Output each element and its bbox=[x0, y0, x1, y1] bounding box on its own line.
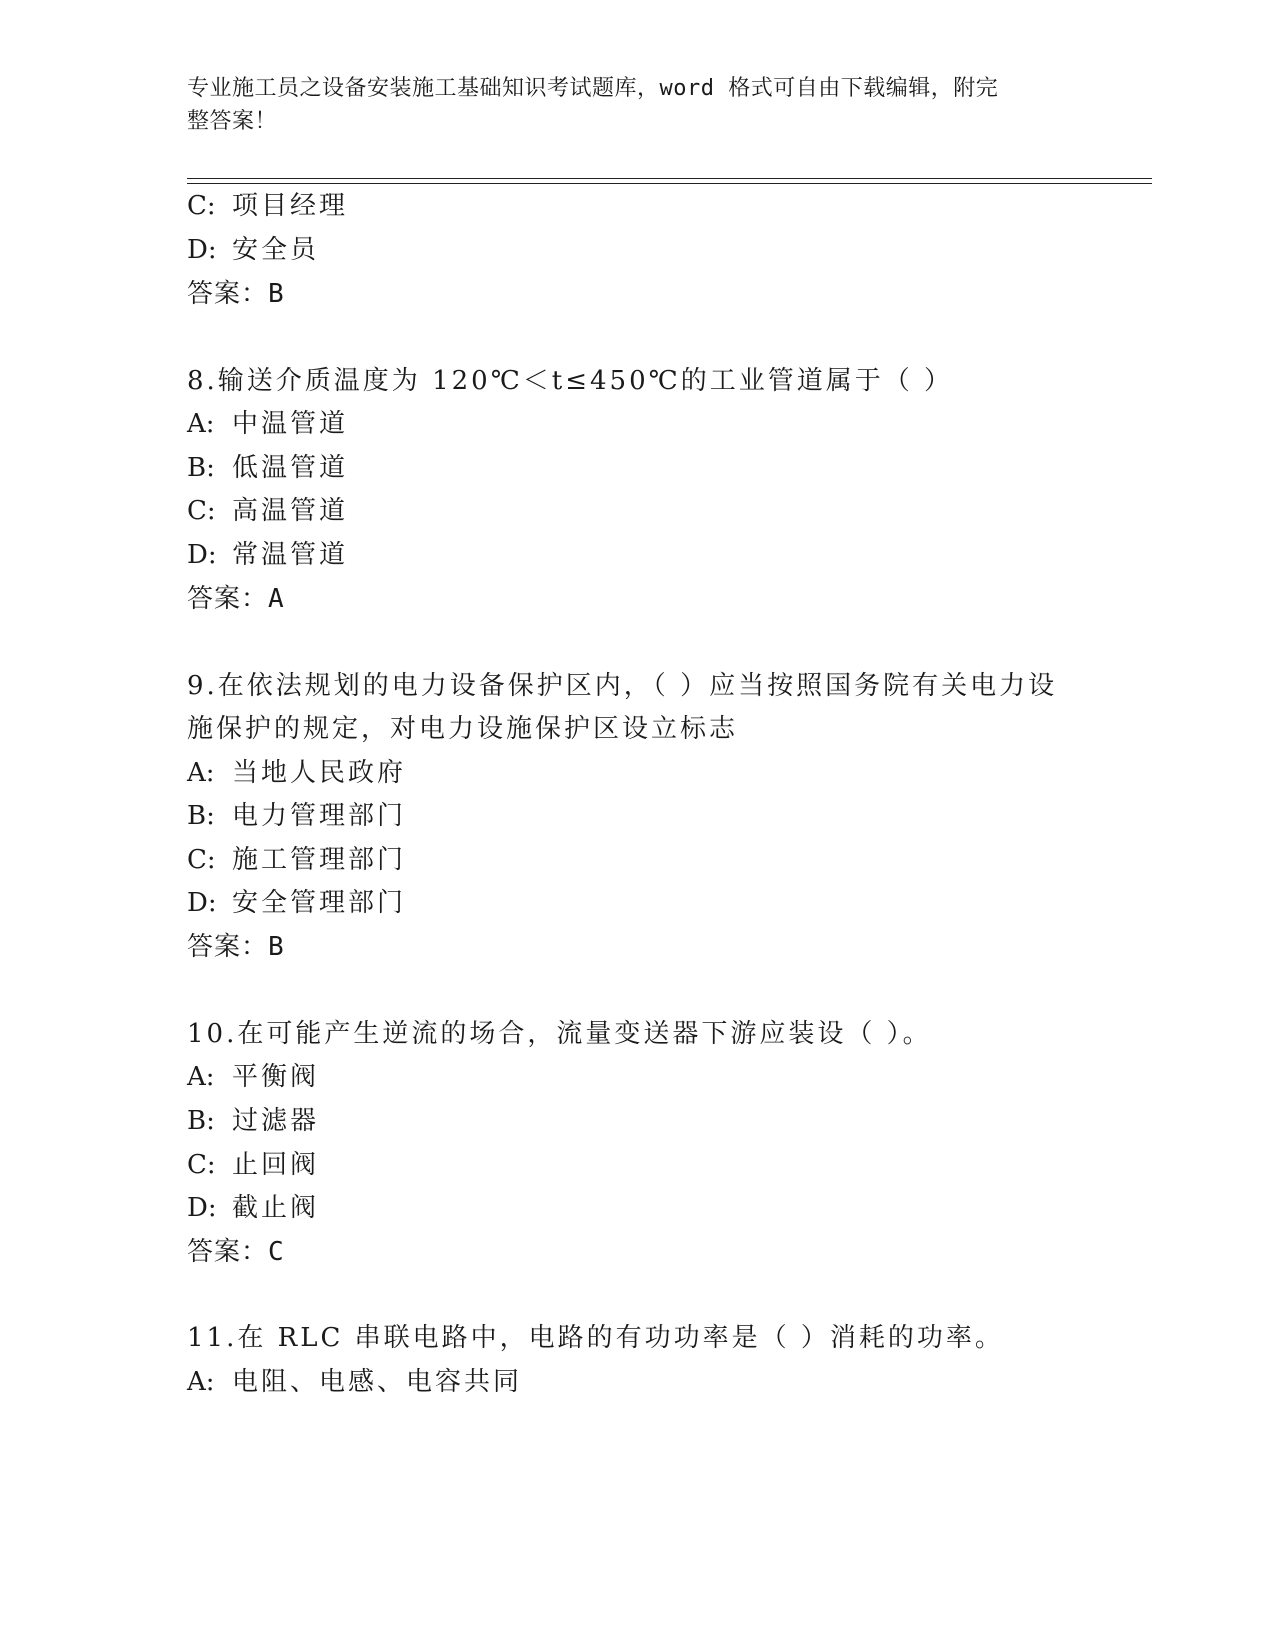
option-text: 电力管理部门 bbox=[232, 801, 407, 831]
option-line bbox=[187, 887, 406, 919]
option-line bbox=[187, 1061, 319, 1093]
question-stem-continued: 施保护的规定，对电力设施保护区设立标志 bbox=[187, 714, 739, 744]
option-key: B: bbox=[187, 1106, 215, 1136]
answer-line: 答案：B bbox=[187, 279, 285, 309]
answer-line: 答案：C bbox=[187, 1237, 285, 1267]
option-key: C: bbox=[187, 191, 216, 221]
option-line bbox=[187, 408, 348, 440]
option-text: 平衡阀 bbox=[232, 1062, 320, 1092]
option-line bbox=[187, 190, 348, 222]
header-divider-top bbox=[187, 178, 1152, 179]
option-text: 过滤器 bbox=[232, 1106, 320, 1136]
question-stem: 10.在可能产生逆流的场合，流量变送器下游应装设（ ）。 bbox=[187, 1019, 932, 1049]
option-text: 中温管道 bbox=[232, 409, 349, 439]
answer-line: 答案：A bbox=[187, 584, 285, 614]
header-divider-bottom bbox=[187, 183, 1152, 184]
option-line bbox=[187, 1366, 522, 1398]
option-key: A: bbox=[187, 409, 215, 439]
option-key: D: bbox=[187, 888, 217, 918]
option-key: B: bbox=[187, 453, 215, 483]
option-line bbox=[187, 1149, 319, 1181]
document-header bbox=[187, 72, 1087, 138]
option-key: A: bbox=[187, 758, 215, 788]
option-text: 当地人民政府 bbox=[232, 758, 407, 788]
option-text: 安全管理部门 bbox=[232, 888, 407, 918]
option-key: C: bbox=[187, 496, 216, 526]
option-key: C: bbox=[187, 1150, 216, 1180]
option-text: 施工管理部门 bbox=[232, 845, 407, 875]
option-line bbox=[187, 495, 348, 527]
question-stem: 9.在依法规划的电力设备保护区内，（ ）应当按照国务院有关电力设 bbox=[187, 671, 1058, 701]
question-stem: 11.在 RLC 串联电路中，电路的有功功率是（ ）消耗的功率。 bbox=[187, 1323, 1004, 1353]
option-text: 止回阀 bbox=[232, 1150, 320, 1180]
option-line bbox=[187, 452, 348, 484]
option-key: B: bbox=[187, 801, 215, 831]
option-text: 常温管道 bbox=[232, 540, 349, 570]
option-key: A: bbox=[187, 1062, 215, 1092]
option-line bbox=[187, 757, 406, 789]
option-text: 电阻、电感、电容共同 bbox=[232, 1367, 523, 1397]
option-line bbox=[187, 539, 348, 571]
option-line bbox=[187, 844, 406, 876]
option-text: 项目经理 bbox=[232, 191, 349, 221]
option-text: 低温管道 bbox=[232, 453, 349, 483]
option-text: 高温管道 bbox=[232, 496, 349, 526]
option-key: D: bbox=[187, 540, 217, 570]
option-line bbox=[187, 1192, 319, 1224]
option-key: A: bbox=[187, 1367, 215, 1397]
option-text: 安全员 bbox=[232, 235, 320, 265]
header-line-2: 整答案！ bbox=[187, 109, 278, 134]
option-key: D: bbox=[187, 235, 217, 265]
header-line-1: 专业施工员之设备安装施工基础知识考试题库，word 格式可自由下载编辑，附完 bbox=[187, 76, 999, 101]
question-stem: 8.输送介质温度为 120℃＜t≤450℃的工业管道属于（ ） bbox=[187, 366, 953, 396]
option-line bbox=[187, 1105, 319, 1137]
option-line bbox=[187, 234, 319, 266]
option-line bbox=[187, 800, 406, 832]
option-text: 截止阀 bbox=[232, 1193, 320, 1223]
answer-line: 答案：B bbox=[187, 932, 285, 962]
option-key: C: bbox=[187, 845, 216, 875]
option-key: D: bbox=[187, 1193, 217, 1223]
